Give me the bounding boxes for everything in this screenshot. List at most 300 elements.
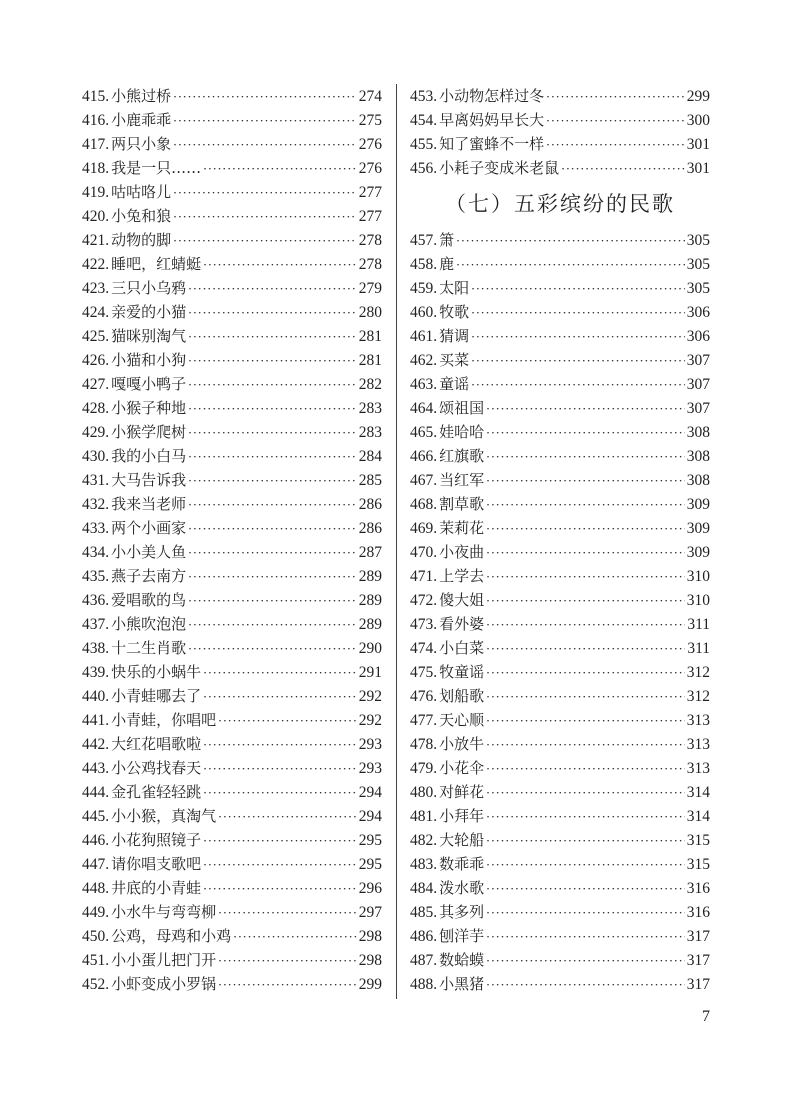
entry-number: 460. xyxy=(410,304,438,321)
entry-number: 480. xyxy=(410,784,438,801)
dot-leader xyxy=(203,853,357,877)
toc-entry xyxy=(82,924,382,948)
entry-page: 289 xyxy=(358,616,382,633)
dot-leader xyxy=(188,301,357,325)
entry-number: 432. xyxy=(82,496,110,513)
entry-page: 279 xyxy=(358,280,382,297)
dot-leader xyxy=(173,181,357,205)
entry-number: 445. xyxy=(82,808,110,825)
entry-title: 牧歌 xyxy=(439,303,470,321)
dot-leader xyxy=(218,709,357,733)
toc-entry xyxy=(82,876,382,900)
entry-page: 314 xyxy=(686,808,710,825)
entry-number: 470. xyxy=(410,544,438,561)
entry-page: 316 xyxy=(686,904,710,921)
entry-title: 对鲜花 xyxy=(439,783,485,801)
entry-page: 311 xyxy=(687,640,710,657)
entry-page: 309 xyxy=(686,544,710,561)
toc-entry xyxy=(82,900,382,924)
toc-entry xyxy=(82,852,382,876)
entry-page: 282 xyxy=(358,376,382,393)
toc-entry xyxy=(410,228,710,252)
entry-title: 三只小乌鸦 xyxy=(111,279,187,297)
dot-leader xyxy=(561,157,685,181)
column-divider xyxy=(396,84,397,999)
dot-leader xyxy=(233,925,357,949)
entry-number: 429. xyxy=(82,424,110,441)
entry-number: 452. xyxy=(82,976,110,993)
dot-leader xyxy=(203,661,357,685)
entry-title: 天心顺 xyxy=(439,711,485,729)
entry-number: 462. xyxy=(410,352,438,369)
toc-entry xyxy=(82,180,382,204)
toc-entry xyxy=(410,948,710,972)
entry-title: 茉莉花 xyxy=(439,519,485,537)
dot-leader xyxy=(486,589,685,613)
entry-page: 316 xyxy=(686,880,710,897)
entry-number: 459. xyxy=(410,280,438,297)
entry-title: 小水牛与弯弯柳 xyxy=(111,903,217,921)
toc-entry xyxy=(82,84,382,108)
toc-left-column xyxy=(82,84,382,996)
dot-leader xyxy=(486,805,685,829)
entry-page: 275 xyxy=(358,112,382,129)
dot-leader xyxy=(486,493,685,517)
entry-title: 睡吧，红蜻蜓 xyxy=(111,255,202,273)
entry-page: 280 xyxy=(358,304,382,321)
entry-title: 请你唱支歌吧 xyxy=(111,855,202,873)
toc-entry xyxy=(82,828,382,852)
entry-number: 474. xyxy=(410,640,438,657)
dot-leader xyxy=(486,877,685,901)
entry-number: 433. xyxy=(82,520,110,537)
toc-entry xyxy=(82,804,382,828)
entry-page: 317 xyxy=(686,928,710,945)
entry-title: 看外婆 xyxy=(439,615,485,633)
toc-entry xyxy=(82,348,382,372)
toc-entry xyxy=(82,228,382,252)
toc-right-bottom-list xyxy=(410,228,710,996)
entry-title: 两个小画家 xyxy=(111,519,187,537)
toc-entry xyxy=(82,564,382,588)
entry-title: 动物的脚 xyxy=(111,231,172,249)
entry-page: 290 xyxy=(358,640,382,657)
entry-number: 435. xyxy=(82,568,110,585)
entry-number: 424. xyxy=(82,304,110,321)
toc-entry xyxy=(410,396,710,420)
toc-entry xyxy=(82,252,382,276)
dot-leader xyxy=(173,133,357,157)
toc-entry xyxy=(410,108,710,132)
entry-number: 443. xyxy=(82,760,110,777)
entry-page: 299 xyxy=(686,88,710,105)
dot-leader xyxy=(486,757,685,781)
dot-leader xyxy=(188,469,357,493)
entry-title: 知了蜜蜂不一样 xyxy=(439,135,545,153)
dot-leader xyxy=(486,781,685,805)
dot-leader xyxy=(486,733,685,757)
entry-title: 童谣 xyxy=(439,375,470,393)
toc-entry xyxy=(82,948,382,972)
entry-number: 421. xyxy=(82,232,110,249)
entry-title: 小虾变成小罗锅 xyxy=(111,975,217,993)
entry-title: 颂祖国 xyxy=(439,399,485,417)
entry-page: 312 xyxy=(686,664,710,681)
entry-number: 463. xyxy=(410,376,438,393)
entry-title: 买菜 xyxy=(439,351,470,369)
entry-number: 468. xyxy=(410,496,438,513)
entry-number: 449. xyxy=(82,904,110,921)
dot-leader xyxy=(471,277,685,301)
entry-number: 450. xyxy=(82,928,110,945)
entry-title: 太阳 xyxy=(439,279,470,297)
entry-number: 475. xyxy=(410,664,438,681)
dot-leader xyxy=(486,637,685,661)
dot-leader xyxy=(486,829,685,853)
entry-page: 276 xyxy=(358,160,382,177)
dot-leader xyxy=(188,349,357,373)
entry-page: 292 xyxy=(358,712,382,729)
entry-page: 313 xyxy=(686,760,710,777)
dot-leader xyxy=(203,757,357,781)
entry-title: 嘎嘎小鸭子 xyxy=(111,375,187,393)
entry-page: 298 xyxy=(358,928,382,945)
toc-entry xyxy=(82,660,382,684)
toc-entry xyxy=(82,108,382,132)
entry-title: 箫 xyxy=(439,231,455,249)
toc-entry xyxy=(410,372,710,396)
entry-page: 281 xyxy=(358,352,382,369)
entry-page: 317 xyxy=(686,976,710,993)
toc-entry xyxy=(410,660,710,684)
dot-leader xyxy=(173,229,357,253)
toc-entry xyxy=(410,636,710,660)
entry-number: 455. xyxy=(410,136,438,153)
entry-title: 我是一只…… xyxy=(111,159,202,177)
entry-page: 313 xyxy=(686,712,710,729)
dot-leader xyxy=(456,253,685,277)
toc-entry xyxy=(82,324,382,348)
entry-number: 434. xyxy=(82,544,110,561)
entry-page: 294 xyxy=(358,784,382,801)
toc-entry xyxy=(82,756,382,780)
entry-page: 311 xyxy=(687,616,710,633)
toc-entry xyxy=(82,372,382,396)
dot-leader xyxy=(486,901,685,925)
entry-page: 312 xyxy=(686,688,710,705)
toc-entry xyxy=(410,492,710,516)
entry-title: 小夜曲 xyxy=(439,543,485,561)
entry-page: 286 xyxy=(358,496,382,513)
entry-page: 315 xyxy=(686,832,710,849)
dot-leader xyxy=(203,157,357,181)
toc-right-top-list xyxy=(410,84,710,180)
entry-page: 301 xyxy=(686,136,710,153)
entry-page: 277 xyxy=(358,184,382,201)
toc-entry xyxy=(82,516,382,540)
entry-page: 278 xyxy=(358,232,382,249)
entry-number: 423. xyxy=(82,280,110,297)
entry-number: 483. xyxy=(410,856,438,873)
entry-number: 415. xyxy=(82,88,110,105)
entry-number: 427. xyxy=(82,376,110,393)
dot-leader xyxy=(203,829,357,853)
entry-number: 440. xyxy=(82,688,110,705)
entry-number: 467. xyxy=(410,472,438,489)
entry-title: 小黑猪 xyxy=(439,975,485,993)
entry-number: 456. xyxy=(410,160,438,177)
entry-number: 486. xyxy=(410,928,438,945)
entry-number: 446. xyxy=(82,832,110,849)
entry-title: 泼水歌 xyxy=(439,879,485,897)
dot-leader xyxy=(486,949,685,973)
entry-page: 285 xyxy=(358,472,382,489)
toc-entry xyxy=(410,156,710,180)
entry-page: 295 xyxy=(358,856,382,873)
entry-page: 305 xyxy=(686,256,710,273)
entry-title: 井底的小青蛙 xyxy=(111,879,202,897)
toc-entry xyxy=(410,972,710,996)
entry-number: 482. xyxy=(410,832,438,849)
entry-page: 293 xyxy=(358,760,382,777)
entry-title: 小花狗照镜子 xyxy=(111,831,202,849)
toc-right-column xyxy=(410,84,710,996)
entry-number: 457. xyxy=(410,232,438,249)
entry-page: 308 xyxy=(686,424,710,441)
toc-entry xyxy=(410,588,710,612)
dot-leader xyxy=(218,805,357,829)
entry-page: 300 xyxy=(686,112,710,129)
entry-title: 鹿 xyxy=(439,255,455,273)
dot-leader xyxy=(486,661,685,685)
entry-number: 465. xyxy=(410,424,438,441)
entry-page: 301 xyxy=(686,160,710,177)
entry-title: 小动物怎样过冬 xyxy=(439,87,545,105)
dot-leader xyxy=(188,613,357,637)
entry-title: 小拜年 xyxy=(439,807,485,825)
dot-leader xyxy=(188,445,357,469)
entry-number: 419. xyxy=(82,184,110,201)
entry-title: 小耗子变成米老鼠 xyxy=(439,159,560,177)
entry-number: 422. xyxy=(82,256,110,273)
entry-title: 红旗歌 xyxy=(439,447,485,465)
section-heading: （七）五彩缤纷的民歌 xyxy=(445,192,675,216)
toc-entry xyxy=(82,732,382,756)
entry-page: 310 xyxy=(686,592,710,609)
toc-entry xyxy=(410,252,710,276)
entry-page: 286 xyxy=(358,520,382,537)
toc-entry xyxy=(410,420,710,444)
entry-title: 小公鸡找春天 xyxy=(111,759,202,777)
entry-title: 我来当老师 xyxy=(111,495,187,513)
entry-number: 472. xyxy=(410,592,438,609)
entry-page: 306 xyxy=(686,304,710,321)
entry-number: 471. xyxy=(410,568,438,585)
entry-page: 308 xyxy=(686,448,710,465)
toc-entry xyxy=(82,396,382,420)
entry-title: 爱唱歌的鸟 xyxy=(111,591,187,609)
entry-number: 437. xyxy=(82,616,110,633)
entry-number: 420. xyxy=(82,208,110,225)
entry-number: 478. xyxy=(410,736,438,753)
dot-leader xyxy=(188,397,357,421)
dot-leader xyxy=(486,469,685,493)
entry-page: 307 xyxy=(686,352,710,369)
dot-leader xyxy=(471,301,685,325)
entry-title: 小青蛙，你唱吧 xyxy=(111,711,217,729)
entry-number: 476. xyxy=(410,688,438,705)
entry-page: 309 xyxy=(686,520,710,537)
dot-leader xyxy=(173,205,357,229)
entry-number: 441. xyxy=(82,712,110,729)
entry-title: 小猫和小狗 xyxy=(111,351,187,369)
entry-page: 315 xyxy=(686,856,710,873)
toc-entry xyxy=(82,300,382,324)
dot-leader xyxy=(486,973,685,997)
toc-entry xyxy=(410,444,710,468)
dot-leader xyxy=(546,133,685,157)
toc-entry xyxy=(410,732,710,756)
toc-entry xyxy=(82,708,382,732)
entry-number: 438. xyxy=(82,640,110,657)
dot-leader xyxy=(486,421,685,445)
entry-title: 牧童谣 xyxy=(439,663,485,681)
entry-title: 小熊过桥 xyxy=(111,87,172,105)
entry-title: 早离妈妈早长大 xyxy=(439,111,545,129)
toc-entry xyxy=(410,900,710,924)
toc-entry xyxy=(82,156,382,180)
entry-title: 公鸡，母鸡和小鸡 xyxy=(111,927,232,945)
dot-leader xyxy=(218,949,357,973)
entry-title: 小熊吹泡泡 xyxy=(111,615,187,633)
entry-number: 461. xyxy=(410,328,438,345)
entry-page: 305 xyxy=(686,280,710,297)
dot-leader xyxy=(188,637,357,661)
toc-entry xyxy=(410,924,710,948)
entry-title: 数蛤蟆 xyxy=(439,951,485,969)
entry-number: 430. xyxy=(82,448,110,465)
entry-title: 小青蛙哪去了 xyxy=(111,687,202,705)
entry-title: 燕子去南方 xyxy=(111,567,187,585)
entry-page: 296 xyxy=(358,880,382,897)
dot-leader xyxy=(471,373,685,397)
dot-leader xyxy=(486,397,685,421)
entry-number: 428. xyxy=(82,400,110,417)
toc-entry xyxy=(410,756,710,780)
toc-entry xyxy=(82,420,382,444)
entry-page: 294 xyxy=(358,808,382,825)
entry-page: 283 xyxy=(358,400,382,417)
entry-number: 485. xyxy=(410,904,438,921)
dot-leader xyxy=(173,85,357,109)
dot-leader xyxy=(203,685,357,709)
entry-page: 309 xyxy=(686,496,710,513)
toc-entry xyxy=(410,348,710,372)
dot-leader xyxy=(188,325,357,349)
entry-number: 479. xyxy=(410,760,438,777)
dot-leader xyxy=(486,709,685,733)
entry-title: 其多列 xyxy=(439,903,485,921)
toc-entry xyxy=(82,636,382,660)
dot-leader xyxy=(188,493,357,517)
dot-leader xyxy=(188,421,357,445)
toc-entry xyxy=(410,300,710,324)
dot-leader xyxy=(188,541,357,565)
entry-title: 小猴子种地 xyxy=(111,399,187,417)
entry-page: 317 xyxy=(686,952,710,969)
entry-title: 划船歌 xyxy=(439,687,485,705)
entry-title: 小放牛 xyxy=(439,735,485,753)
dot-leader xyxy=(188,517,357,541)
entry-title: 猫咪别淘气 xyxy=(111,327,187,345)
toc-entry xyxy=(82,132,382,156)
entry-title: 大马告诉我 xyxy=(111,471,187,489)
entry-page: 308 xyxy=(686,472,710,489)
toc-entry xyxy=(410,828,710,852)
dot-leader xyxy=(188,589,357,613)
entry-page: 310 xyxy=(686,568,710,585)
entry-page: 305 xyxy=(686,232,710,249)
page-number: 7 xyxy=(702,1008,710,1025)
entry-title: 两只小象 xyxy=(111,135,172,153)
entry-title: 当红军 xyxy=(439,471,485,489)
dot-leader xyxy=(486,685,685,709)
toc-entry xyxy=(410,612,710,636)
dot-leader xyxy=(486,541,685,565)
entry-title: 娃哈哈 xyxy=(439,423,485,441)
toc-entry xyxy=(82,276,382,300)
toc-entry xyxy=(410,852,710,876)
toc-entry xyxy=(410,876,710,900)
toc-entry xyxy=(410,684,710,708)
dot-leader xyxy=(203,733,357,757)
entry-title: 金孔雀轻轻跳 xyxy=(111,783,202,801)
toc-entry xyxy=(82,540,382,564)
dot-leader xyxy=(546,85,685,109)
entry-number: 448. xyxy=(82,880,110,897)
entry-title: 猜调 xyxy=(439,327,470,345)
entry-title: 小白菜 xyxy=(439,639,485,657)
toc-entry xyxy=(410,540,710,564)
dot-leader xyxy=(188,277,357,301)
entry-number: 484. xyxy=(410,880,438,897)
toc-entry xyxy=(410,804,710,828)
entry-number: 451. xyxy=(82,952,110,969)
entry-number: 454. xyxy=(410,112,438,129)
entry-title: 小兔和狼 xyxy=(111,207,172,225)
entry-title: 我的小白马 xyxy=(111,447,187,465)
entry-title: 小花伞 xyxy=(439,759,485,777)
toc-entry xyxy=(82,780,382,804)
entry-number: 481. xyxy=(410,808,438,825)
entry-page: 274 xyxy=(358,88,382,105)
toc-entry xyxy=(410,468,710,492)
dot-leader xyxy=(486,853,685,877)
entry-title: 大红花唱歌啦 xyxy=(111,735,202,753)
entry-page: 277 xyxy=(358,208,382,225)
entry-number: 469. xyxy=(410,520,438,537)
entry-title: 亲爱的小猫 xyxy=(111,303,187,321)
dot-leader xyxy=(218,973,357,997)
toc-entry xyxy=(410,780,710,804)
entry-number: 466. xyxy=(410,448,438,465)
toc-entry xyxy=(82,492,382,516)
toc-entry xyxy=(410,516,710,540)
toc-entry xyxy=(82,204,382,228)
dot-leader xyxy=(471,325,685,349)
entry-page: 306 xyxy=(686,328,710,345)
toc-entry xyxy=(410,276,710,300)
